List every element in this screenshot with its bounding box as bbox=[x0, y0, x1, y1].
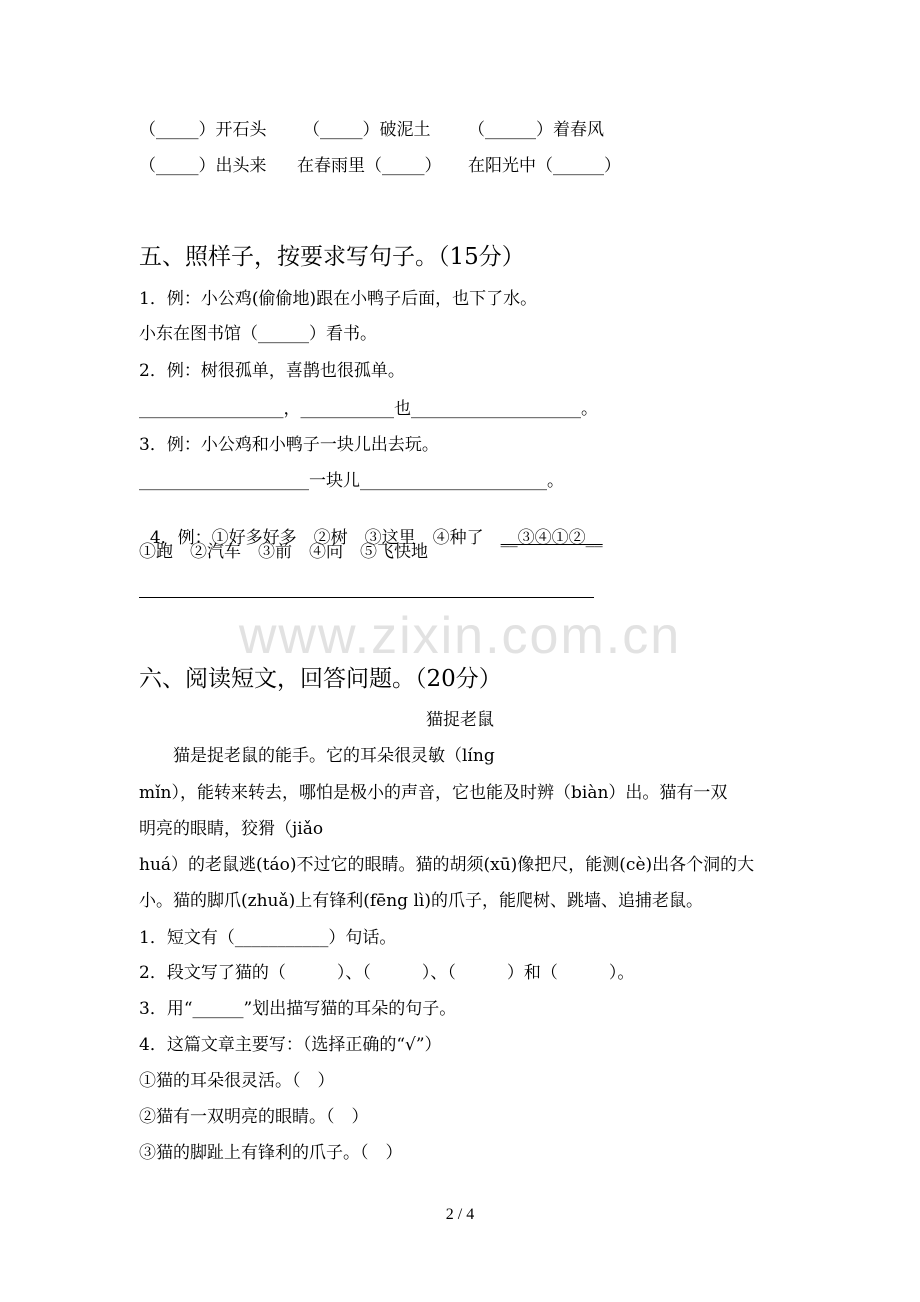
fill-blank-3: （______）着春风 bbox=[468, 120, 604, 140]
s5-q1-example: 1．例：小公鸡(偷偷地)跟在小鸭子后面，也下了水。 bbox=[139, 289, 538, 309]
s6-q4: 4．这篇文章主要写：（选择正确的“√”） bbox=[139, 1035, 442, 1055]
s5-q3-blank: ____________________一块儿______________________。 bbox=[139, 471, 564, 491]
answer-line bbox=[139, 597, 594, 598]
s5-q4-answer: __③④①②__ bbox=[500, 528, 603, 548]
s5-q2-blank: _________________，___________也____________________。 bbox=[139, 399, 598, 419]
page-number: 2 / 4 bbox=[445, 1206, 475, 1223]
s6-option-3: ③猫的脚趾上有锋利的爪子。（ ） bbox=[139, 1143, 403, 1163]
fill-blank-1: （_____）开石头 bbox=[139, 120, 267, 140]
passage-line-5: 小。猫的脚爪(zhuǎ)上有锋利(fēng lì)的爪子，能爬树、跳墙、追捕老鼠。 bbox=[139, 891, 703, 911]
s6-q1: 1．短文有（___________）句话。 bbox=[139, 928, 397, 948]
fill-blank-6: 在阳光中（______） bbox=[468, 156, 621, 176]
s5-q3-example: 3．例：小公鸡和小鸭子一块儿出去玩。 bbox=[139, 435, 439, 455]
s5-q4-words-example: 4．例：①好多好多 ②树 ③这里 ④种了 bbox=[149, 528, 501, 548]
section6-heading: 六、阅读短文，回答问题。（20分） bbox=[139, 666, 502, 692]
s5-q4-words: ①跑 ②汽车 ③前 ④向 ⑤飞快地 bbox=[139, 542, 428, 562]
passage-line-4: huá）的老鼠逃(táo)不过它的眼睛。猫的胡须(xū)像把尺，能测(cè)出各个洞的大 bbox=[139, 855, 755, 875]
watermark: www.zixin.com.cn bbox=[238, 607, 682, 665]
fill-blank-5: 在春雨里（_____） bbox=[297, 156, 442, 176]
section5-heading: 五、照样子，按要求写句子。（15分） bbox=[139, 244, 525, 270]
s6-option-2: ②猫有一双明亮的眼睛。（ ） bbox=[139, 1107, 369, 1127]
fill-blank-4: （_____）出头来 bbox=[139, 156, 267, 176]
passage-line-1: 猫是捉老鼠的能手。它的耳朵很灵敏（líng bbox=[139, 746, 495, 766]
passage-line-3: 明亮的眼睛，狡猾（jiǎo bbox=[139, 819, 324, 839]
s6-q2: 2．段文写了猫的（ ）、（ ）、（ ）和（ ）。 bbox=[139, 963, 635, 983]
passage-title: 猫捉老鼠 bbox=[426, 710, 494, 730]
passage-line-2: mǐn），能转来转去，哪怕是极小的声音，它也能及时辨（biàn）出。猫有一双 bbox=[139, 783, 728, 803]
s5-q2-example: 2．例：树很孤单，喜鹊也很孤单。 bbox=[139, 361, 405, 381]
s5-q1-task: 小东在图书馆（______）看书。 bbox=[139, 324, 377, 344]
s6-option-1: ①猫的耳朵很灵活。（ ） bbox=[139, 1071, 335, 1091]
s6-q3: 3．用“______”划出描写猫的耳朵的句子。 bbox=[139, 999, 457, 1019]
fill-blank-2: （_____）破泥土 bbox=[303, 120, 431, 140]
